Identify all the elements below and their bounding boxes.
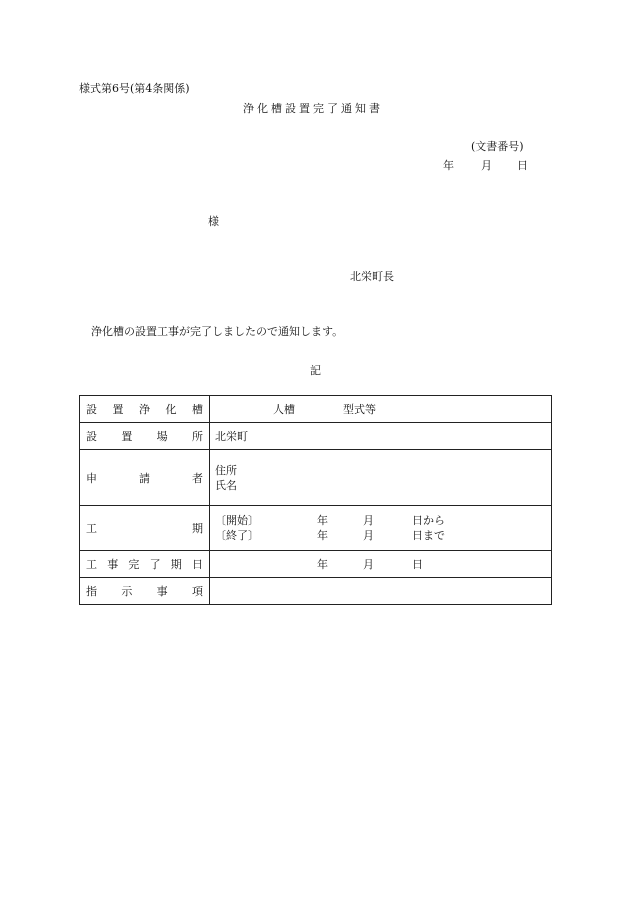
label-char: 場 xyxy=(156,430,168,443)
applicant-value xyxy=(210,450,552,506)
date-month: 月 xyxy=(481,159,492,172)
label-char: 置 xyxy=(121,430,133,443)
ki-marker: 記 xyxy=(310,364,321,377)
label-char: 化 xyxy=(165,403,177,416)
form-number: 様式第6号(第4条関係) xyxy=(79,82,190,95)
row-label-septic-tank xyxy=(80,396,210,423)
label-char: 期 xyxy=(170,558,182,571)
model-label: 型式等 xyxy=(343,403,376,416)
table-row xyxy=(80,506,552,551)
addressee-honorific: 様 xyxy=(208,215,219,228)
row-label-construction-period xyxy=(80,506,210,551)
label-char: 了 xyxy=(149,558,161,571)
label-char: 者 xyxy=(192,471,203,485)
completion-date-value xyxy=(210,551,552,578)
date-year: 年 xyxy=(443,159,454,172)
end-day: 日まで xyxy=(412,529,445,542)
end-year: 年 xyxy=(317,529,328,542)
completion-month: 月 xyxy=(363,558,374,571)
label-char: 設 xyxy=(86,403,97,416)
completion-day: 日 xyxy=(412,558,423,571)
table-row xyxy=(80,578,552,605)
applicant-name-label: 氏名 xyxy=(215,478,237,492)
issue-date xyxy=(443,157,528,173)
issuer-name: 北栄町長 xyxy=(350,270,394,283)
period-end xyxy=(215,528,546,543)
label-char: 指 xyxy=(86,585,97,598)
document-number: (文書番号) xyxy=(471,140,524,153)
instructions-value xyxy=(210,578,552,605)
label-char: 工 xyxy=(86,522,97,535)
label-char: 槽 xyxy=(192,403,203,416)
label-char: 浄 xyxy=(139,403,150,416)
label-char: 請 xyxy=(139,471,150,485)
label-char: 申 xyxy=(86,471,97,485)
start-day: 日から xyxy=(412,514,445,527)
label-char: 期 xyxy=(192,522,203,535)
start-month: 月 xyxy=(363,514,374,527)
label-char: 工 xyxy=(86,558,97,571)
septic-tank-value xyxy=(210,396,552,423)
end-tag: 〔終了〕 xyxy=(215,529,259,542)
location-value: 北栄町 xyxy=(210,423,552,450)
construction-period-value xyxy=(210,506,552,551)
row-label-location xyxy=(80,423,210,450)
label-char: 日 xyxy=(191,558,203,571)
start-year: 年 xyxy=(317,514,328,527)
completion-year: 年 xyxy=(317,558,328,571)
row-label-completion-date xyxy=(80,551,210,578)
table-row xyxy=(80,551,552,578)
details-table xyxy=(79,395,552,605)
label-char: 示 xyxy=(121,585,133,598)
label-char: 設 xyxy=(86,430,97,443)
label-char: 事 xyxy=(156,585,168,598)
label-char: 置 xyxy=(112,403,124,416)
table-row xyxy=(80,450,552,506)
table-row xyxy=(80,396,552,423)
date-day: 日 xyxy=(517,159,528,172)
document-title: 浄化槽設置完了通知書 xyxy=(243,102,383,115)
table-row xyxy=(80,423,552,450)
start-tag: 〔開始〕 xyxy=(215,514,259,527)
end-month: 月 xyxy=(363,529,374,542)
capacity-unit: 人槽 xyxy=(273,403,295,416)
row-label-applicant xyxy=(80,450,210,506)
label-char: 事 xyxy=(107,558,119,571)
applicant-address-label: 住所 xyxy=(215,463,237,477)
label-char: 所 xyxy=(191,430,203,443)
notice-body: 浄化槽の設置工事が完了しましたので通知します。 xyxy=(91,325,344,338)
period-start xyxy=(215,513,546,528)
label-char: 完 xyxy=(128,558,140,571)
row-label-instructions xyxy=(80,578,210,605)
label-char: 項 xyxy=(191,585,203,598)
